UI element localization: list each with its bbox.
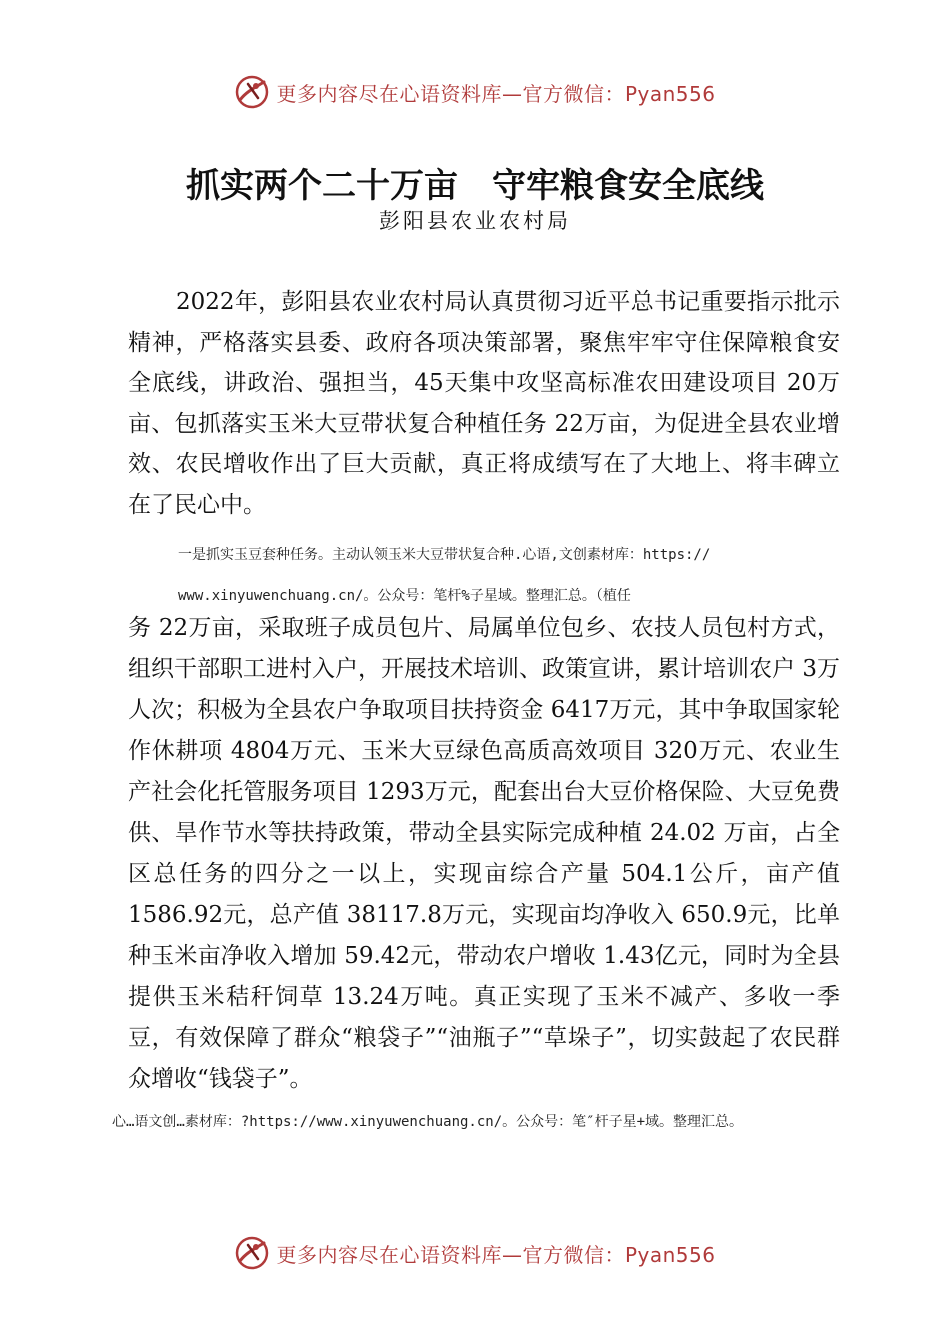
paragraph-intro: 2022年，彭阳县农业农村局认真贯彻习近平总书记重要指示批示精神，严格落实县委、政府各项决策部署，聚焦牢牢守住保障粮食安全底线，讲政治、强担当，45天集中攻坚高标准农田建设项目 20万亩、包抓落实玉米大豆带状复合种植任务 22万亩，为促进全县农业增效、农民增收作出了巨大贡献，真正将成绩写在了大地上、将丰碑立在了民心中。 [128, 289, 840, 518]
bottom-watermark-banner [0, 1233, 950, 1273]
inserted-watermark-line-2: www.xinyuwenchuang.cn/。公众号：笔杆%子星域。整理汇总。（植任 [178, 588, 631, 604]
top-watermark-banner [0, 72, 950, 112]
document-title: 抓实两个二十万亩 守牢粮食安全底线 [186, 166, 764, 206]
brush-logo-icon [234, 74, 270, 110]
inserted-watermark-line-1: 一是抓实玉豆套种任务。主动认领玉米大豆带状复合种.心语,文创素材库：https:// [178, 547, 711, 563]
paragraph-corn-soybean: 务 22万亩，采取班子成员包片、局属单位包乡、农技人员包村方式，组织干部职工进村入户，开展技术培训、政策宣讲，累计培训农户 3万人次；积极为全县农户争取项目扶持资金 6417万元，其中争取国家轮作休耕项 4804万元、玉米大豆绿色高质高效项目 320万元、农业生产社会化托管服务项目 1293万元，配套出台大豆价格保险、大豆免费供、旱作节水等扶持政策，带动全县实际完成种植 24.02 万亩，占全区总任务的四分之一以上，实现亩综合产量 504.1公斤，亩产值 1586.92元，总产值 38117.8万元，实现亩均净收入 650.9元，比单种玉米亩净收入增加 59.42元，带动农户增收 1.43亿元，同时为全县提供玉米秸秆饲草 13.24万吨。真正实现了玉米不减产、多收一季豆，有效保障了群众“粮袋子”“油瓶子”“草垛子”，切实鼓起了农民群众增收“钱袋子”。 [128, 615, 840, 1092]
document-author: 彭阳县农业农村局 [379, 209, 571, 233]
inserted-watermark-line-3: 心…语文创…素材库：?https://www.xinyuwenchuang.cn/。公众号：笔″杆子星+域。整理汇总。 [112, 1114, 744, 1130]
watermark-text: 更多内容尽在心语资料库—官方微信：Pyan556 [276, 1242, 716, 1267]
watermark-text: 更多内容尽在心语资料库—官方微信：Pyan556 [276, 81, 716, 106]
brush-logo-icon [234, 1235, 270, 1271]
